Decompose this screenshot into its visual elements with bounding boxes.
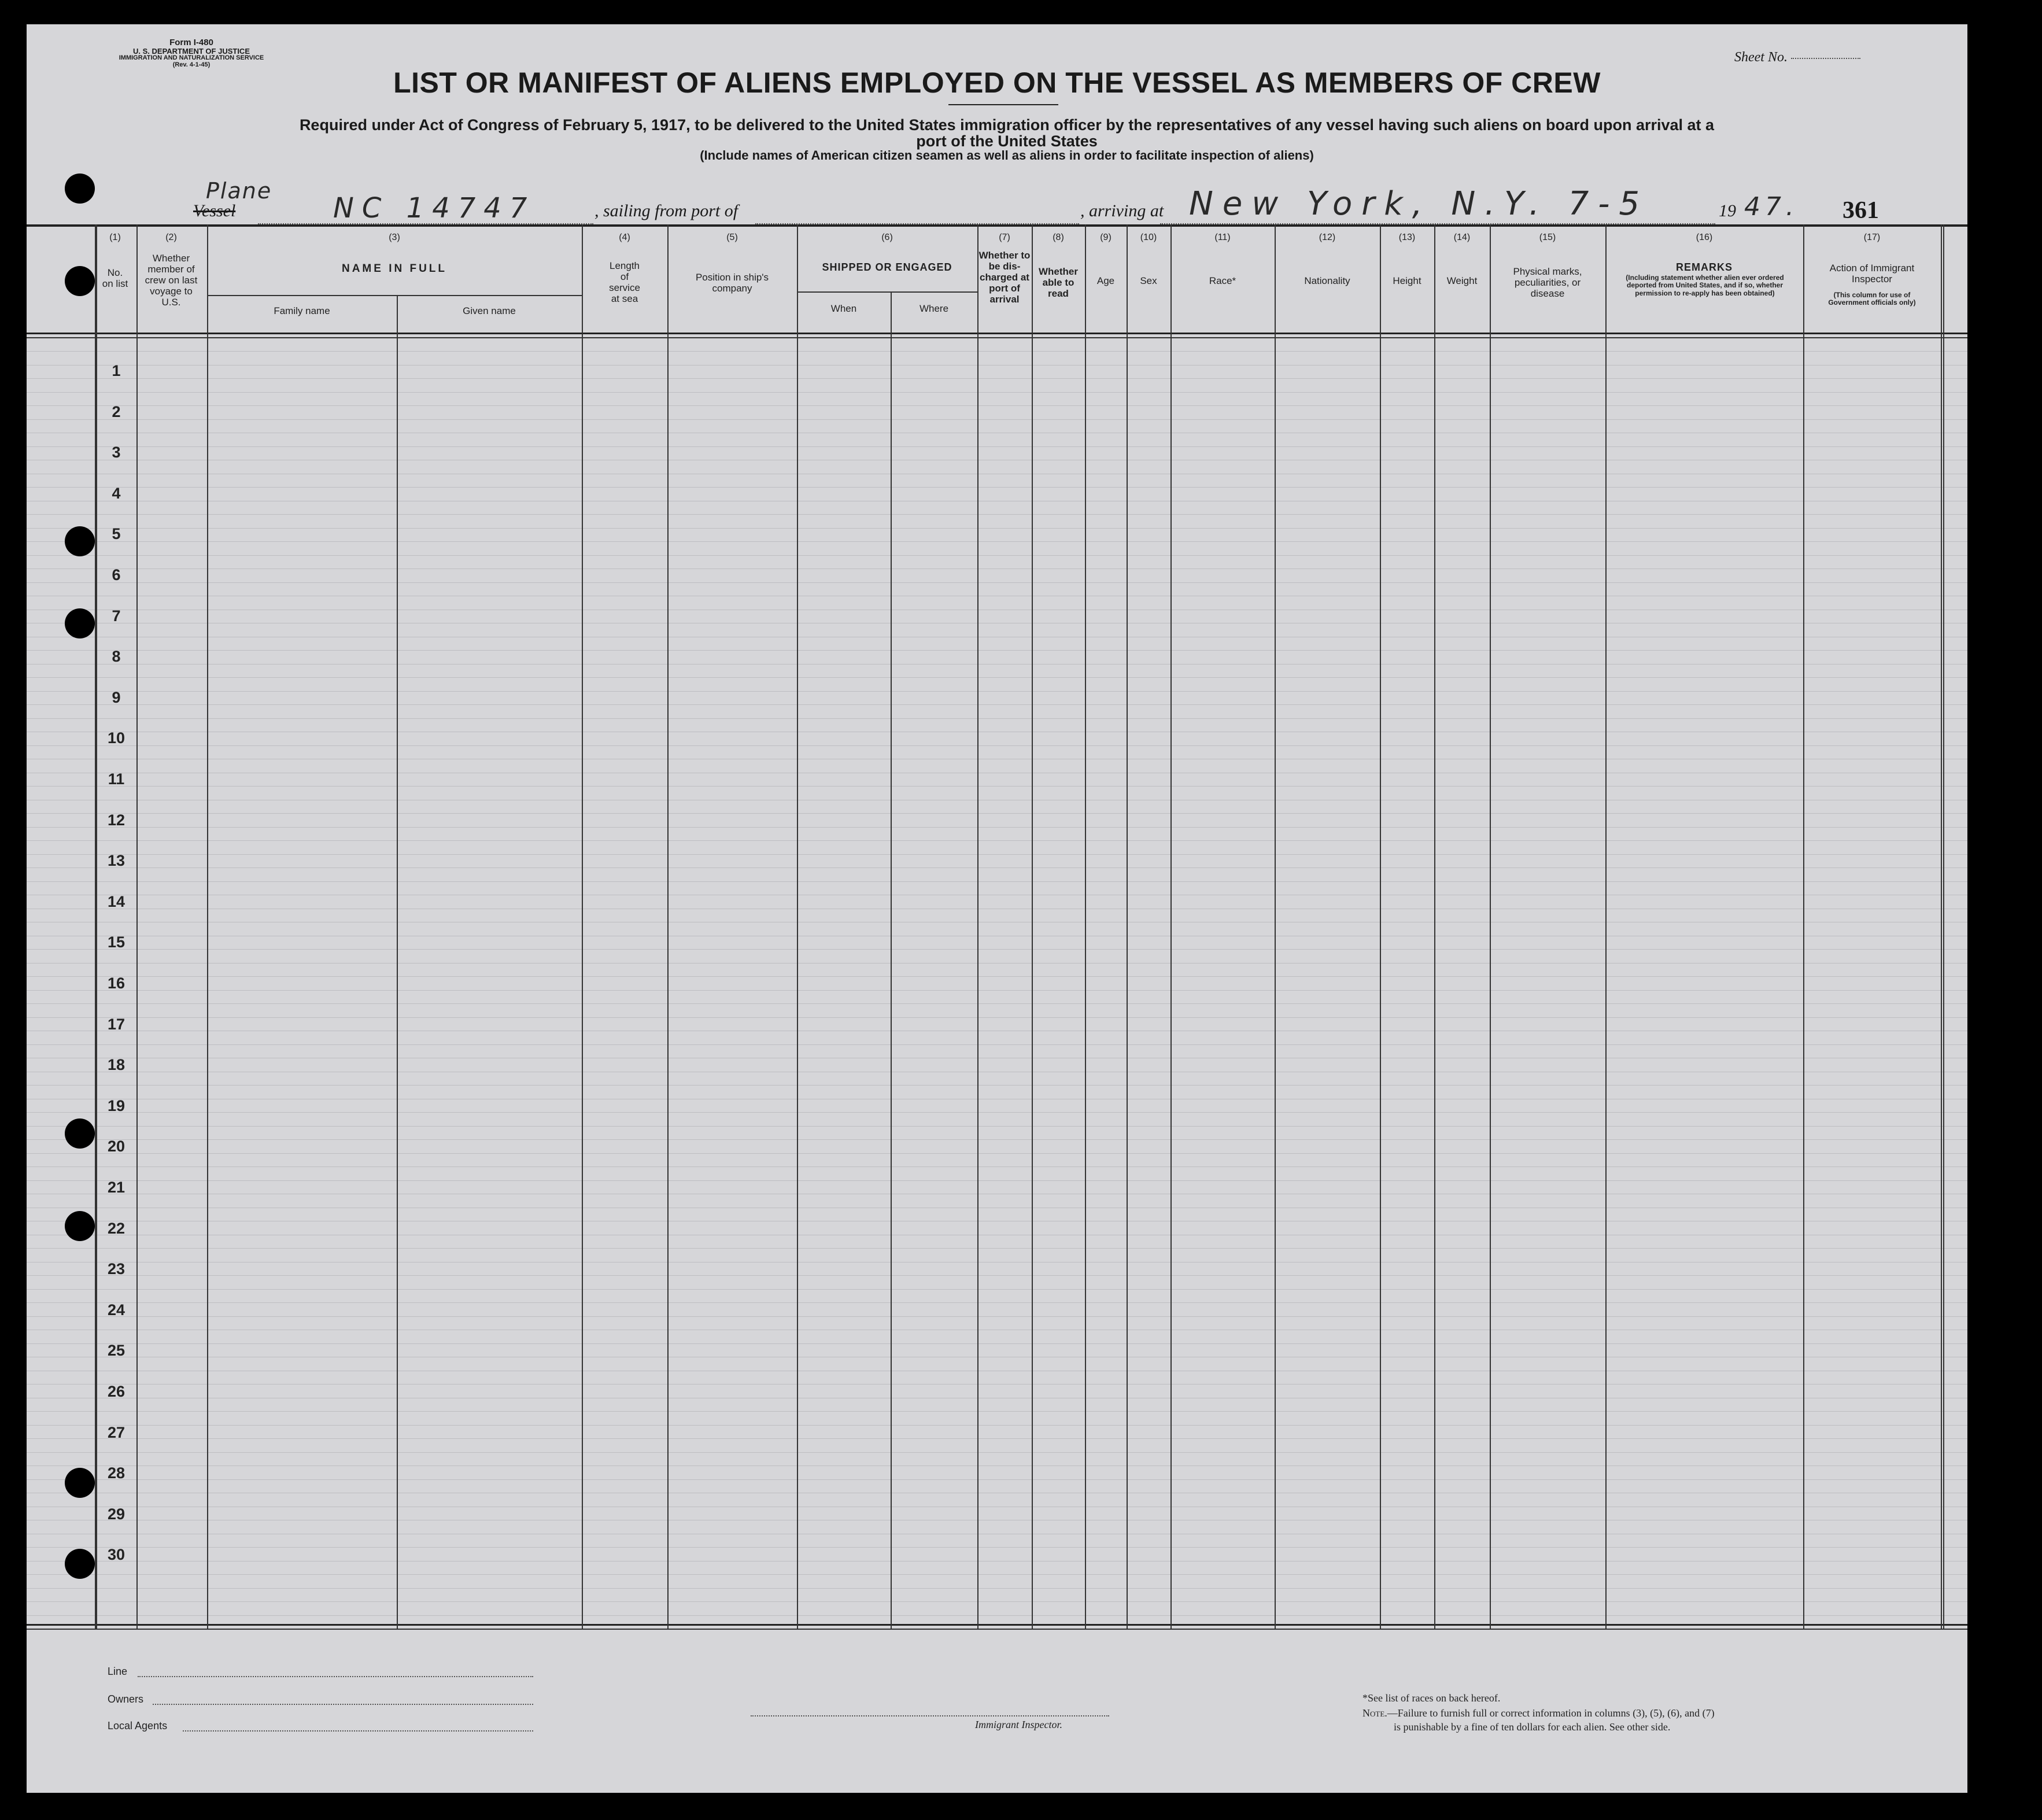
row-number: 1	[112, 362, 121, 379]
punch-hole	[65, 173, 95, 204]
ruled-line	[27, 1044, 1967, 1045]
ruled-line	[27, 1316, 1967, 1317]
col9-num: (9)	[1100, 232, 1112, 242]
name-subheader-line	[207, 295, 582, 296]
col15-label: Physical marks, peculiarities, or disease	[1513, 266, 1582, 300]
ruled-line	[27, 1384, 1967, 1385]
ruled-line	[27, 867, 1967, 868]
column-rule	[977, 224, 978, 1630]
row-number: 5	[112, 525, 121, 543]
shipped-subheader-line	[797, 291, 977, 293]
row-number: 2	[112, 403, 121, 420]
col5-label: Position in ship's company	[695, 272, 769, 294]
ruled-line	[27, 1275, 1967, 1276]
col4-num: (4)	[619, 232, 630, 242]
col7-num: (7)	[999, 232, 1010, 242]
ruled-line	[27, 786, 1967, 787]
ruled-line	[27, 949, 1967, 950]
ruled-line	[27, 1588, 1967, 1589]
row-number: 6	[112, 566, 121, 584]
column-rule	[1380, 224, 1381, 1630]
column-rule	[1275, 224, 1276, 1630]
col14-label: Weight	[1446, 275, 1478, 286]
ruled-line	[27, 378, 1967, 379]
col11-num: (11)	[1214, 232, 1231, 242]
row-number: 27	[107, 1423, 125, 1441]
col17-label: Action of Immigrant Inspector	[1829, 263, 1915, 285]
ruled-line	[27, 1153, 1967, 1154]
column-rule	[96, 224, 97, 1630]
ruled-line	[27, 365, 1967, 366]
col16-note: (Including statement whether alien ever ordered deported from United States, and if so, whether permission to re-apply has been obtained)	[1626, 274, 1784, 297]
row-number: 22	[107, 1219, 125, 1237]
column-rule	[1127, 224, 1128, 1630]
column-rule	[1032, 224, 1033, 1630]
local-agents-field	[183, 1730, 533, 1732]
ruled-line	[27, 528, 1967, 529]
col16-label: REMARKS	[1675, 261, 1733, 273]
row-number: 28	[107, 1464, 125, 1482]
ruled-line	[27, 1289, 1967, 1290]
ruled-line	[27, 1601, 1967, 1602]
ruled-line	[27, 827, 1967, 828]
ruled-line	[27, 568, 1967, 569]
punch-hole	[65, 608, 95, 638]
ruled-line	[27, 1465, 1967, 1466]
ruled-line	[27, 1615, 1967, 1616]
row-number: 30	[107, 1546, 125, 1564]
manifest-sheet	[27, 24, 1967, 1793]
ruled-line	[27, 446, 1967, 447]
table-bottom-border	[27, 1624, 1967, 1626]
line-label: Line	[108, 1666, 128, 1677]
col5-num: (5)	[726, 232, 738, 242]
row-number: 13	[107, 852, 125, 870]
punch-hole	[65, 266, 95, 296]
col9-label: Age	[1096, 275, 1115, 286]
col4-label: Length of service at sea	[609, 260, 640, 305]
ruled-line	[27, 677, 1967, 678]
row-number: 17	[107, 1015, 125, 1033]
arriving-label: , arriving at	[1080, 201, 1164, 220]
row-number: 9	[112, 688, 121, 706]
form-revision: (Rev. 4-1-45)	[172, 61, 211, 68]
col3-given-name: Given name	[463, 305, 516, 316]
owners-label: Owners	[108, 1693, 144, 1705]
column-rule	[136, 224, 138, 1630]
col2-num: (2)	[165, 232, 177, 242]
col8-num: (8)	[1053, 232, 1064, 242]
col8-label: Whether able to read	[1039, 266, 1078, 300]
ruled-line	[27, 691, 1967, 692]
column-rule	[1943, 224, 1944, 1630]
row-number: 29	[107, 1505, 125, 1523]
ruled-line	[27, 1166, 1967, 1167]
column-rule	[1085, 224, 1086, 1630]
ruled-line	[27, 1112, 1967, 1113]
ruled-line	[27, 1085, 1967, 1086]
row-number: 8	[112, 648, 121, 666]
col12-num: (12)	[1319, 232, 1336, 242]
col6-where: Where	[919, 303, 949, 314]
column-rule	[667, 224, 669, 1630]
column-rule	[1434, 224, 1435, 1630]
crew-table	[27, 24, 1967, 1793]
ruled-line	[27, 1343, 1967, 1344]
local-agents-label: Local Agents	[108, 1720, 168, 1732]
year-value: 47.	[1744, 192, 1799, 221]
ruled-line	[27, 487, 1967, 488]
page-title: LIST OR MANIFEST OF ALIENS EMPLOYED ON THE VESSEL AS MEMBERS OF CREW	[393, 67, 1601, 99]
ruled-line	[27, 840, 1967, 841]
col14-num: (14)	[1453, 232, 1471, 242]
vessel-value: NC 14747	[333, 192, 536, 224]
sheet-number-label: Sheet No.	[1734, 50, 1788, 65]
col10-num: (10)	[1140, 232, 1157, 242]
ruled-line	[27, 1180, 1967, 1181]
punch-hole	[65, 1549, 95, 1579]
inspector-signature-line	[751, 1715, 1109, 1716]
column-rule	[1605, 224, 1607, 1630]
ruled-line	[27, 1139, 1967, 1140]
ruled-line	[27, 1411, 1967, 1412]
col6-label: SHIPPED OR ENGAGED	[822, 261, 952, 273]
ruled-line	[27, 555, 1967, 556]
col1-num: (1)	[109, 232, 121, 242]
col1-label: No. on list	[102, 267, 128, 290]
row-number: 4	[112, 484, 121, 502]
col3-num: (3)	[389, 232, 400, 242]
header-bottom-border	[27, 333, 1967, 334]
col13-num: (13)	[1398, 232, 1416, 242]
row-number: 3	[112, 444, 121, 462]
arriving-value: New York, N.Y. 7-5	[1189, 185, 1649, 223]
header-bottom-border-2	[27, 337, 1967, 338]
subtitle-note: (Include names of American citizen seamen as well as aliens in order to facilitate inspection of aliens)	[700, 148, 1314, 163]
col7-label: Whether to be dis-charged at port of arrival	[978, 250, 1031, 305]
ruled-line	[27, 1248, 1967, 1249]
ruled-line	[27, 405, 1967, 406]
col12-label: Nationality	[1304, 275, 1350, 286]
column-rule	[1803, 224, 1804, 1630]
punch-hole	[65, 526, 95, 556]
column-rule	[797, 224, 798, 1630]
vessel-label: Vessel	[193, 201, 236, 220]
punch-hole	[65, 1211, 95, 1241]
ruled-line	[27, 1302, 1967, 1303]
col6-num: (6)	[881, 232, 893, 242]
note-text-1: —Failure to furnish full or correct information in columns (3), (5), (6), and (7)	[1387, 1707, 1715, 1719]
vessel-correction: Plane	[206, 178, 272, 204]
ruled-line	[27, 514, 1967, 515]
column-rule	[1490, 224, 1491, 1630]
row-number: 15	[107, 933, 125, 951]
ruled-line	[27, 718, 1967, 719]
ruled-line	[27, 1438, 1967, 1439]
col17-num: (17)	[1863, 232, 1881, 242]
subtitle-line-2: port of the United States	[916, 132, 1098, 150]
line-field	[138, 1676, 533, 1677]
row-number: 14	[107, 892, 125, 910]
inspector-label: Immigrant Inspector.	[975, 1719, 1062, 1730]
ruled-line	[27, 419, 1967, 420]
ruled-line	[27, 854, 1967, 855]
col16-num: (16)	[1696, 232, 1713, 242]
year-prefix: 19	[1719, 201, 1736, 220]
penalty-note	[1362, 1706, 1715, 1734]
col10-label: Sex	[1140, 275, 1157, 286]
ruled-line	[27, 1574, 1967, 1575]
ruled-line	[27, 351, 1967, 352]
ruled-line	[27, 1547, 1967, 1548]
col11-label: Race*	[1209, 275, 1236, 286]
race-note: *See list of races on back hereof.	[1362, 1692, 1501, 1704]
ruled-line	[27, 541, 1967, 542]
row-number: 11	[108, 770, 125, 788]
ruled-line	[27, 990, 1967, 991]
row-number: 26	[107, 1383, 125, 1400]
sailing-label: , sailing from port of	[594, 201, 738, 220]
column-rule	[1170, 224, 1172, 1630]
subtitle-line-1: Required under Act of Congress of February 5, 1917, to be delivered to the United States immigration officer by the representatives of any vessel having such aliens on board upon arrival at a	[299, 116, 1715, 134]
row-number: 19	[107, 1097, 125, 1114]
ruled-line	[27, 650, 1967, 651]
col3-label: NAME IN FULL	[341, 263, 448, 275]
col13-label: Height	[1393, 275, 1421, 286]
punch-hole	[65, 1118, 95, 1149]
row-number: 18	[107, 1056, 125, 1074]
ruled-line	[27, 881, 1967, 882]
note-label: Note.	[1362, 1707, 1387, 1719]
owners-field	[153, 1704, 533, 1705]
ruled-line	[27, 1452, 1967, 1453]
column-rule	[891, 291, 892, 1630]
col3-family-name: Family name	[274, 305, 330, 316]
ruled-line	[27, 1425, 1967, 1426]
row-number: 16	[107, 974, 125, 992]
ruled-line	[27, 976, 1967, 977]
table-bottom-border-2	[27, 1629, 1967, 1630]
column-rule	[1941, 224, 1942, 1630]
row-number: 7	[112, 607, 121, 625]
row-number: 20	[107, 1138, 125, 1156]
row-number: 10	[107, 729, 125, 747]
row-number: 23	[107, 1260, 125, 1278]
column-rule	[397, 295, 398, 1630]
row-number: 24	[107, 1301, 125, 1319]
column-rule	[207, 224, 208, 1630]
ruled-line	[27, 1003, 1967, 1004]
row-number: 12	[107, 811, 125, 829]
note-text-2: is punishable by a fine of ten dollars for each alien. See other side.	[1394, 1721, 1671, 1733]
ruled-line	[27, 582, 1967, 583]
ruled-line	[27, 1126, 1967, 1127]
form-number: Form I-480	[169, 38, 213, 47]
col17-note: (This column for use of Government officials only)	[1828, 291, 1916, 307]
form-department: U. S. DEPARTMENT OF JUSTICE	[133, 46, 250, 56]
column-rule	[582, 224, 583, 1630]
ruled-line	[27, 704, 1967, 705]
form-service: IMMIGRATION AND NATURALIZATION SERVICE	[119, 54, 264, 62]
ruled-line	[27, 813, 1967, 814]
table-top-border	[27, 224, 1967, 227]
ruled-line	[27, 1479, 1967, 1480]
manifest-number: 361	[1842, 197, 1879, 224]
row-number: 25	[107, 1342, 125, 1360]
punch-hole	[65, 1468, 95, 1498]
ruled-line	[27, 392, 1967, 393]
ruled-line	[27, 1017, 1967, 1018]
col2-label: Whether member of crew on last voyage to U.S.	[145, 253, 198, 308]
ruled-line	[27, 745, 1967, 746]
row-number: 21	[107, 1179, 125, 1196]
col6-when: When	[830, 303, 857, 314]
col15-num: (15)	[1539, 232, 1556, 242]
